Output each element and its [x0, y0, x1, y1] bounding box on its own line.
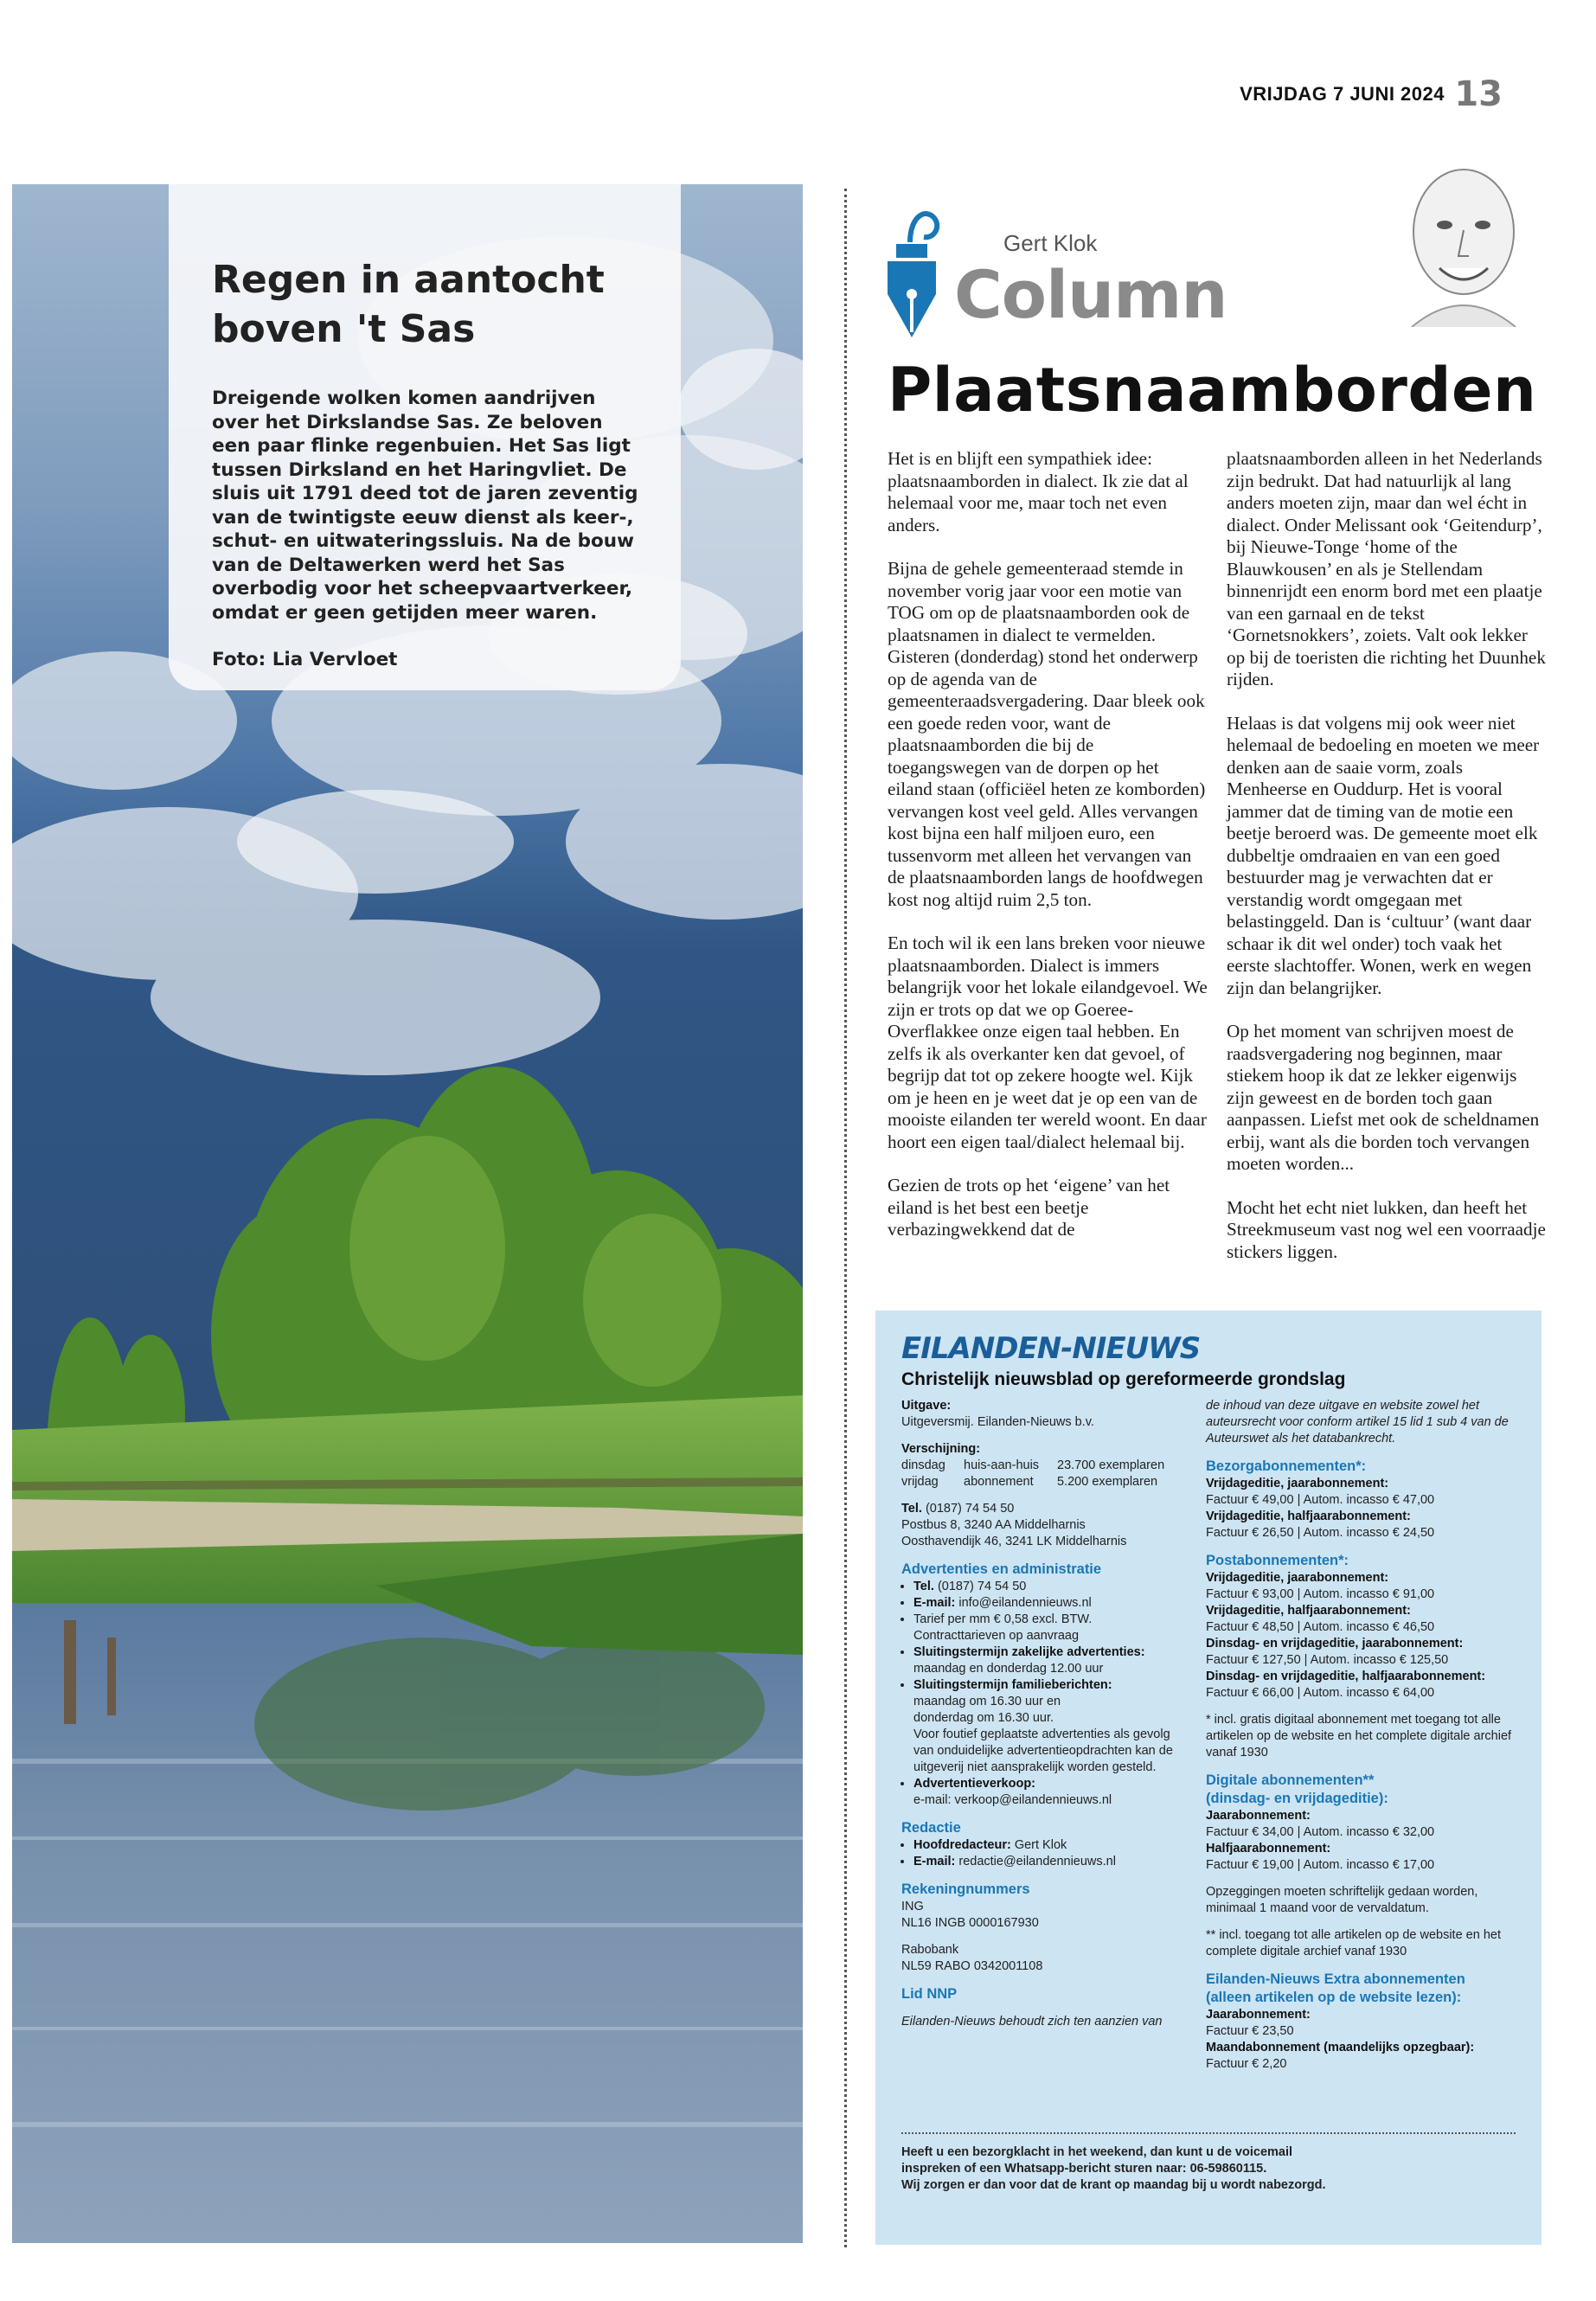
- redactie-list: • Hoofdredacteur: Gert Klok • E-mail: redactie@eilandennieuws.nl: [901, 1837, 1191, 1870]
- column-label: Column: [954, 256, 1227, 333]
- paragraph: Gezien de trots op het ‘eigene’ van het eiland is het best een beetje verbazingwekkend dat de: [888, 1175, 1170, 1240]
- rights-text: de inhoud van deze uitgave en website zowel het auteursrecht voor conform artikel 15 lid 1 sub 4 van de Auteurswet als het databankrecht.: [1206, 1399, 1509, 1445]
- column-divider: [844, 189, 847, 2247]
- colophon-right: de inhoud van deze uitgave en website zowel het auteursrecht voor conform artikel 15 lid 1 sub 4 van de Auteurswet als het databankrecht. Bezorgabonnementen*: Vrijdageditie, jaarabonnement: Factuur € 49,00 | Autom. incasso € 47,00 Vrijdageditie, halfjaarabonnement: Factuur € 26,50 | Autom. incasso € 24,50 Postabonnementen*: Vrijdageditie, jaarabonnement: Factuur € 93,00 | Autom. incasso € 91,00 Vrijdageditie, halfjaarabonnement: Factuur € 48,50 | Autom. incasso € 46,50 Dinsdag- en vrijdageditie, jaarabonnement: Factuur € 127,50 | Autom. incasso € 125,50 Dinsdag- en vrijdageditie, halfjaarabonnement: Factuur € 66,00 | Autom. incasso € 64,00 * incl. gratis digitaal abonnement met toegang tot alle artikelen op de website en het complete digitale archief vanaf 1930 Digitale abonnementen** (dinsdag- en vrijdageditie): Jaarabonnement: Factuur € 34,00 | Autom. incasso € 32,00 Halfjaarabonnement: Factuur € 19,00 | Autom. incasso € 17,00 Opzeggingen moeten schriftelijk gedaan worden, minimaal 1 maand voor de vervaldatum. ** incl. toegang tot alle artikelen op de website en het complete digitale archief vanaf 1930 Eilanden-Nieuws Extra abonnementen (alleen artikelen op de website lezen): Jaarabonnement: Factuur € 23,50 Maandabonnement (maandelijks opzegbaar): Factuur € 2,20: [1206, 1398, 1526, 2073]
- column-title: Plaatsnaamborden: [888, 355, 1537, 426]
- adv-email[interactable]: info@eilandennieuws.nl: [958, 1596, 1092, 1610]
- newspaper-subtitle: Christelijk nieuwsblad op gereformeerde grondslag: [901, 1369, 1346, 1389]
- column-author: Gert Klok: [1003, 230, 1098, 256]
- digi-note: ** incl. toegang tot alle artikelen op de website en het complete digitale archief vanaf 1930: [1206, 1928, 1501, 1958]
- colophon-footer: Heeft u een bezorgklacht in het weekend, dan kunt u de voicemail inspreken of een Whatsapp-bericht sturen naar: 06-59860115. Wij zorgen er dan voor dat de krant op maandag bij u wordt nabezorgd.: [901, 2132, 1516, 2194]
- newspaper-logo: EILANDEN-NIEUWS: [901, 1331, 1201, 1366]
- verschijning-row: vrijdag abonnement 5.200 exemplaren: [901, 1475, 1158, 1489]
- verkoop-email[interactable]: e-mail: verkoop@eilandennieuws.nl: [913, 1793, 1112, 1807]
- caption-title-line2: boven 't Sas: [212, 307, 476, 351]
- fountain-pen-icon: [884, 208, 945, 342]
- uitgave-value: Uitgeversmij. Eilanden-Nieuws b.v.: [901, 1415, 1094, 1429]
- author-portrait: [1394, 154, 1533, 327]
- opzeg-note: Opzeggingen moeten schriftelijk gedaan worden, minimaal 1 maand voor de vervaldatum.: [1206, 1885, 1478, 1915]
- paragraph: Helaas is dat volgens mij ook weer niet helemaal de bedoeling en moeten we meer denken aan de saaie vorm, zoals Menheerse en Ouddurp. Het is vooral jammer dat de timing van de motie een beetje beroerd was. De gemeente moet elk dubbeltje omdraaien en van een goed bestuurder mag je verwachten dat er verstandig wordt omgegaan met belastinggeld. Dan is ‘cultuur’ (want daar schaar ik dit wel onder) toch vaak het eerste slachtoffer. Wonen, werk en wegen zijn dan belangrijker.: [1227, 712, 1540, 998]
- caption-title: [212, 255, 646, 354]
- digi-heading: Digitale abonnementen** (dinsdag- en vrijdageditie):: [1206, 1772, 1388, 1806]
- rekening-heading: Rekeningnummers: [901, 1881, 1030, 1897]
- extra-heading: Eilanden-Nieuws Extra abonnementen (alleen artikelen op de website lezen):: [1206, 1971, 1465, 2005]
- photo-caption: [169, 184, 681, 690]
- paragraph: En toch wil ik een lans breken voor nieuwe plaatsnaamborden. Dialect is immers belangrijk voor het lokale eilandgevoel. We zijn er trots op dat we op Goeree-Overflakkee onze eigen taal hebben. En zelfs ik als overkanter ken dat gevoel, of begrijp dat tot op zekere hoogte wel. Kijk om je heen en je weet dat je op een van de mooiste eilanden ter wereld woont. En daar hoort een eigen taal/dialect helemaal bij.: [888, 933, 1208, 1152]
- bezorg-heading: Bezorgabonnementen*:: [1206, 1458, 1367, 1474]
- paragraph: Bijna de gehele gemeenteraad stemde in november vorig jaar voor een motie van TOG om op de plaatsnaamborden ook de plaatsnamen in dialect te vermelden. Gisteren (donderdag) stond het onderwerp op de agenda van de gemeenteraadsvergadering. Daar bleek ook een goede reden voor, want de plaatsnaamborden die bij de toegangswegen van de dorpen op het eiland staan (officiëel heten ze komborden) vervangen kost veel geld. Alles vervangen kost bijna een half miljoen euro, een tussenvorm met alleen het vervangen van de plaatsnaamborden langs de hoofdwegen kost nog altijd ruim 2,5 ton.: [888, 558, 1206, 910]
- tel-value: (0187) 74 54 50: [925, 1502, 1015, 1516]
- postbus: Postbus 8, 3240 AA Middelharnis: [901, 1518, 1086, 1532]
- column-text-left: [888, 448, 1208, 1263]
- post-note: * incl. gratis digitaal abonnement met toegang tot alle artikelen op de website en het complete digitale archief vanaf 1930: [1206, 1713, 1512, 1759]
- adres: Oosthavendijk 46, 3241 LK Middelharnis: [901, 1535, 1127, 1548]
- redactie-email[interactable]: redactie@eilandennieuws.nl: [958, 1855, 1116, 1868]
- redactie-heading: Redactie: [901, 1820, 961, 1836]
- adv-heading: Advertenties en administratie: [901, 1561, 1102, 1577]
- post-heading: Postabonnementen*:: [1206, 1553, 1349, 1568]
- colophon-box: [875, 1311, 1542, 2245]
- uitgave-label: Uitgave:: [901, 1399, 952, 1413]
- issue-date: VRIJDAG 7 JUNI 2024: [1240, 83, 1445, 105]
- caption-text: Dreigende wolken komen aandrijven over het Dirkslandse Sas. Ze beloven een paar flinke regenbuien. Het Sas ligt tussen Dirksland en het Haringvliet. De sluis uit 1791 deed tot de jaren zeventig van de twintigste eeuw dienst als keer-, schut- en uitwateringssluis. Na de bouw van de Deltawerken werd het Sas overbodig voor het scheepvaartverkeer, omdat er geen getijden meer waren.: [212, 388, 638, 624]
- verschijning-row: dinsdag huis-aan-huis 23.700 exemplaren: [901, 1458, 1165, 1472]
- tel-label: Tel.: [901, 1502, 922, 1516]
- column-text-right: [1227, 448, 1547, 1285]
- page-header: [0, 74, 1596, 114]
- adv-list: • Tel. (0187) 74 54 50 • E-mail: info@eilandennieuws.nl • Tarief per mm € 0,58 excl. BTW. Contracttarieven op aanvraag • Sluitingstermijn zakelijke advertenties: maandag en donderdag 12.00 uur • Sluitingstermijn familieberichten: maandag om 16.30 uur en donderdag om 16.30 uur. Voor foutief geplaatste advertenties als gevolg van onduidelijke advertentieopdrachten kan de uitgeverij niet aansprakelijk worden gesteld. • Advertentieverkoop: e-mail: verkoop@eilandennieuws.nl: [901, 1579, 1191, 1809]
- paragraph: plaatsnaamborden alleen in het Nederlands zijn bedrukt. Dat had natuurlijk al lang anders moeten zijn, maar dan wel écht in dialect. Onder Melissant ook ‘Geitendurp’, bij Nieuwe-Tonge ‘home of the Blauwkousen’ en als je Stellendam binnenrijdt een enorm bord met een plaatje van een garnaal en de tekst ‘Gornetsnokkers’, zoiets. Valt ook lekker op bij de toeristen die richting het Duunhek rijden.: [1227, 448, 1546, 689]
- paragraph: Het is en blijft een sympathiek idee: plaatsnaamborden in dialect. Ik zie dat al helemaal voor me, maar toch net even anders.: [888, 448, 1189, 535]
- photo-credit: Foto: Lia Vervloet: [212, 649, 398, 670]
- caption-title-line1: Regen in aantocht: [212, 258, 605, 302]
- verschijning-label: Verschijning:: [901, 1442, 981, 1456]
- nnp-text: Eilanden-Nieuws behoudt zich ten aanzien van: [901, 2015, 1163, 2029]
- paragraph: Mocht het echt niet lukken, dan heeft het Streekmuseum vast nog wel een voorraadje stickers liggen.: [1227, 1196, 1546, 1262]
- paragraph: Op het moment van schrijven moest de raadsvergadering nog beginnen, maar stiekem hoop ik dat ze lekker eigenwijs zijn geweest en de borden toch gaan aanpassen. Liefst met ook de scheldnamen erbij, want als die borden toch vervangen moeten worden...: [1227, 1021, 1540, 1174]
- nnp-heading: Lid NNP: [901, 1986, 958, 2002]
- colophon-left: Uitgave: Uitgeversmij. Eilanden-Nieuws b.v. Verschijning: dinsdag huis-aan-huis 23.700 exemplaren vrijdag abonnement 5.200 exemplaren Tel. (0187) 74 54 50 Postbus 8, 3240 AA Middelharnis Oosthavendijk 46, 3241 LK Middelharnis Advertenties en administratie • Tel. (0187) 74 54 50 • E-mail: info@eilandennieuws.nl • Tarief per mm € 0,58 excl. BTW. Contracttarieven op aanvraag • Sluitingstermijn zakelijke advertenties: maandag en donderdag 12.00 uur • Sluitingstermijn familieberichten: maandag om 16.30 uur en donderdag om 16.30 uur. Voor foutief geplaatste advertenties als gevolg van onduidelijke advertentieopdrachten kan de uitgeverij niet aansprakelijk worden gesteld. • Advertentieverkoop: e-mail: verkoop@eilandennieuws.nl Redactie • Hoofdredacteur: Gert Klok • E-mail: redactie@eilandennieuws.nl Rekeningnummers ING NL16 INGB 0000167930 Rabobank NL59 RABO 0342001108 Lid NNP Eilanden-Nieuws behoudt zich ten aanzien van: [901, 1398, 1191, 2030]
- page-number: 13: [1454, 74, 1503, 114]
